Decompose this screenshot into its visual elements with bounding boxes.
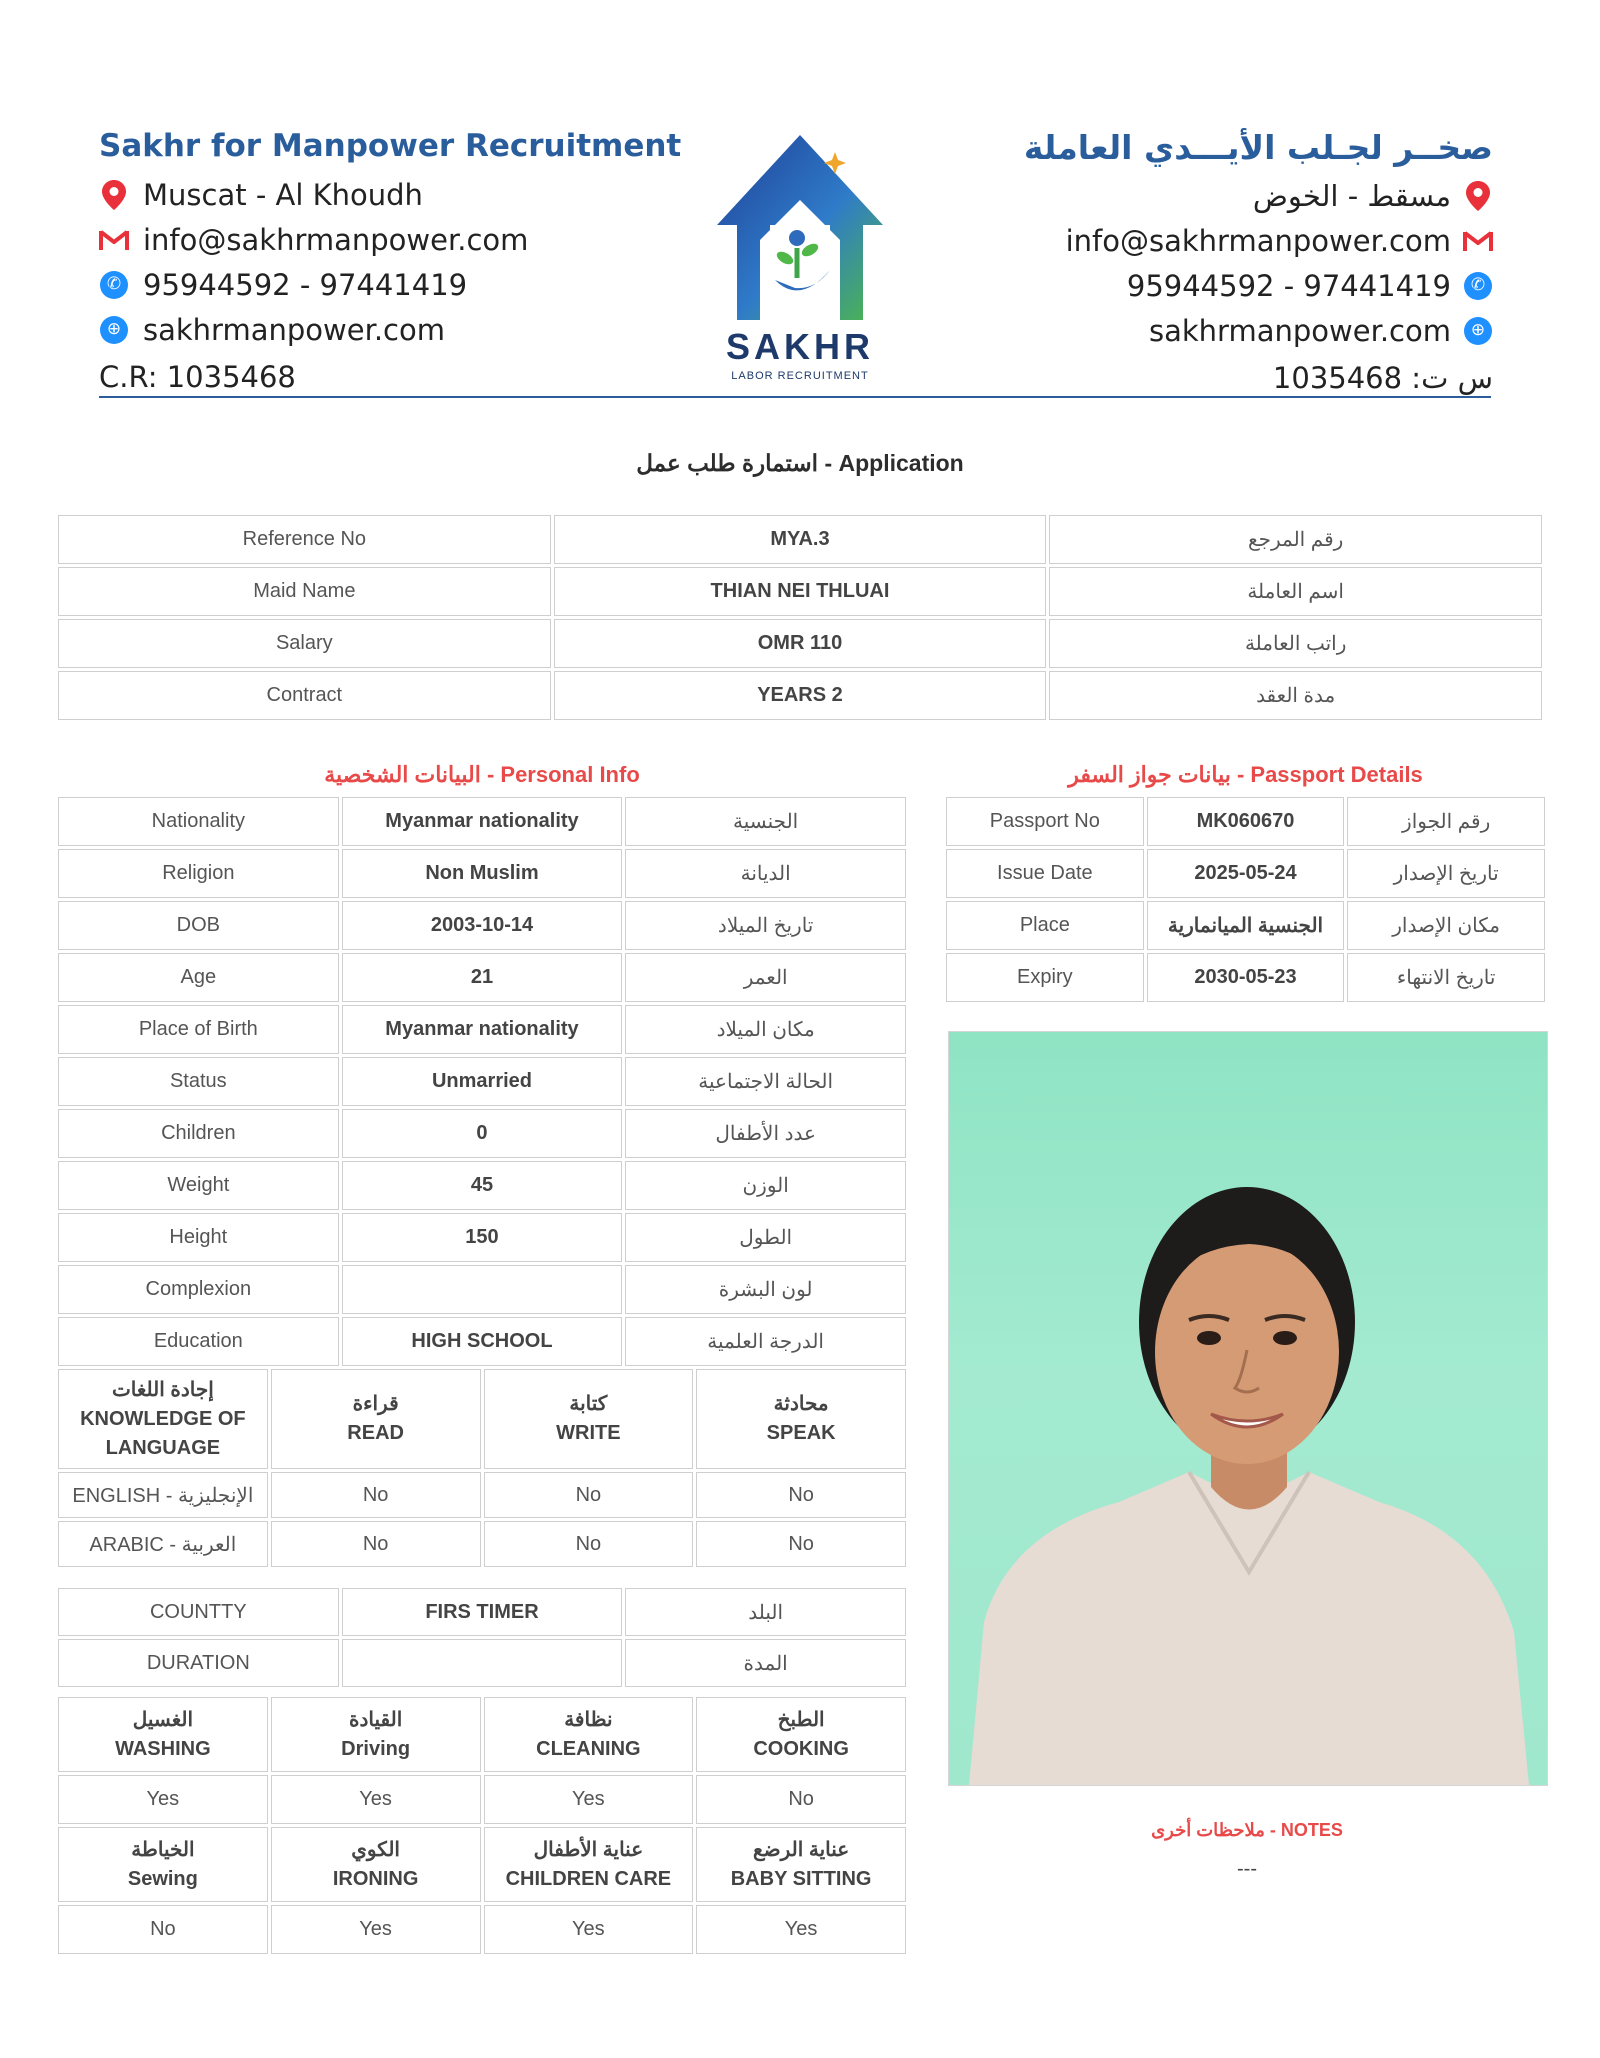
table-row xyxy=(58,953,906,1002)
applicant-photo xyxy=(948,1031,1548,1786)
skill-value: No xyxy=(696,1775,906,1824)
passport-label-en: Passport No xyxy=(946,797,1144,846)
header-en: READ xyxy=(347,1422,404,1444)
mail-icon xyxy=(1463,226,1493,256)
personal-label-en: Weight xyxy=(58,1161,339,1210)
passport-value: 2025-05-24 xyxy=(1147,849,1345,898)
personal-value: 45 xyxy=(342,1161,623,1210)
skill-ar: القيادة xyxy=(348,1708,403,1731)
table-row xyxy=(58,1213,906,1262)
passport-table xyxy=(943,794,1548,1005)
personal-value: Unmarried xyxy=(342,1057,623,1106)
website-en[interactable]: sakhrmanpower.com xyxy=(143,312,445,347)
location-pin-icon xyxy=(1463,181,1493,211)
summary-label-ar: اسم العاملة xyxy=(1049,567,1542,616)
skill-header xyxy=(484,1827,694,1902)
experience-label-en: COUNTTY xyxy=(58,1588,339,1636)
personal-value: 21 xyxy=(342,953,623,1002)
cr-number-en: C.R: 1035468 xyxy=(99,360,296,394)
phone-icon: ✆ xyxy=(1463,271,1493,301)
table-row xyxy=(58,1109,906,1158)
email-en[interactable]: info@sakhrmanpower.com xyxy=(143,222,529,257)
table-row xyxy=(58,1317,906,1366)
skill-en: Sewing xyxy=(127,1867,198,1890)
skill-ar: عناية الرضع xyxy=(753,1838,850,1861)
personal-label-ar: لون البشرة xyxy=(625,1265,906,1314)
table-row xyxy=(58,849,906,898)
table-row xyxy=(58,1521,906,1567)
skill-ar: عناية الأطفال xyxy=(533,1838,644,1861)
personal-label-en: Place of Birth xyxy=(58,1005,339,1054)
skill-ar: الطبخ xyxy=(777,1708,825,1731)
header-en: WRITE xyxy=(556,1422,621,1444)
header-arabic xyxy=(973,128,1493,399)
summary-table xyxy=(55,512,1545,723)
passport-label-ar: تاريخ الإصدار xyxy=(1347,849,1545,898)
language-table xyxy=(55,1366,909,1570)
logo-wordmark: SAKHR xyxy=(725,326,874,367)
skill-value: Yes xyxy=(484,1775,694,1824)
table-row xyxy=(58,1639,906,1687)
page-title: استمارة طلب عمل - Application xyxy=(636,450,964,476)
skill-header xyxy=(271,1697,481,1772)
personal-label-ar: الوزن xyxy=(625,1161,906,1210)
experience-label-en: DURATION xyxy=(58,1639,339,1687)
globe-icon: ⊕ xyxy=(99,315,129,345)
personal-label-en: Religion xyxy=(58,849,339,898)
summary-value: OMR 110 xyxy=(554,619,1047,668)
skill-value: Yes xyxy=(484,1905,694,1954)
experience-table xyxy=(55,1585,909,1690)
table-row xyxy=(58,1472,906,1518)
header-ar: كتابة xyxy=(569,1393,608,1415)
header-ar: إجادة اللغات xyxy=(111,1378,214,1401)
language-read: No xyxy=(271,1472,481,1518)
language-speak: No xyxy=(696,1521,906,1567)
globe-icon: ⊕ xyxy=(1463,316,1493,346)
table-row xyxy=(58,515,1542,564)
personal-label-en: Age xyxy=(58,953,339,1002)
phone-line-ar xyxy=(973,263,1493,308)
passport-value: 2030-05-23 xyxy=(1147,953,1345,1002)
skill-ar: الخياطة xyxy=(131,1838,195,1861)
email-line-en xyxy=(99,217,619,262)
phone-en[interactable]: 95944592 - 97441419 xyxy=(143,267,468,302)
table-row xyxy=(58,1057,906,1106)
table-row xyxy=(58,671,1542,720)
summary-value: YEARS 2 xyxy=(554,671,1047,720)
experience-value: FIRS TIMER xyxy=(342,1588,623,1636)
summary-label-ar: رقم المرجع xyxy=(1049,515,1542,564)
personal-label-en: Education xyxy=(58,1317,339,1366)
personal-value: HIGH SCHOOL xyxy=(342,1317,623,1366)
personal-value: 2003-10-14 xyxy=(342,901,623,950)
table-row xyxy=(58,619,1542,668)
personal-info-title: البيانات الشخصية - Personal Info xyxy=(324,762,640,787)
skill-en: CHILDREN CARE xyxy=(505,1867,672,1890)
personal-label-ar: الديانة xyxy=(625,849,906,898)
personal-label-en: Height xyxy=(58,1213,339,1262)
header-en: SPEAK xyxy=(766,1422,836,1444)
experience-label-ar: المدة xyxy=(625,1639,906,1687)
company-name-en: Sakhr for Manpower Recruitment xyxy=(99,128,682,164)
cr-number-ar: س ت: 1035468 xyxy=(1272,361,1493,395)
notes-title: ملاحظات أخرى - NOTES xyxy=(1151,1820,1343,1840)
email-ar[interactable]: info@sakhrmanpower.com xyxy=(1065,223,1451,258)
passport-label-ar: رقم الجواز xyxy=(1347,797,1545,846)
table-row xyxy=(946,953,1545,1002)
summary-label-ar: مدة العقد xyxy=(1049,671,1542,720)
header-divider xyxy=(99,396,1491,398)
header-english xyxy=(99,128,682,398)
address-line-en xyxy=(99,172,619,217)
language-header xyxy=(484,1369,694,1469)
summary-value: THIAN NEI THLUAI xyxy=(554,567,1047,616)
skill-header xyxy=(696,1697,906,1772)
address-ar: مسقط - الخوض xyxy=(1252,178,1451,213)
personal-label-en: Complexion xyxy=(58,1265,339,1314)
personal-value: Myanmar nationality xyxy=(342,1005,623,1054)
table-header-row xyxy=(58,1697,906,1772)
experience-label-ar: البلد xyxy=(625,1588,906,1636)
phone-line-en xyxy=(99,262,619,307)
personal-label-ar: الحالة الاجتماعية xyxy=(625,1057,906,1106)
skill-value: Yes xyxy=(696,1905,906,1954)
language-header xyxy=(696,1369,906,1469)
passport-value: MK060670 xyxy=(1147,797,1345,846)
table-row xyxy=(58,797,906,846)
applicant-portrait-illustration xyxy=(949,1032,1547,1785)
language-header xyxy=(271,1369,481,1469)
skill-value: Yes xyxy=(58,1775,268,1824)
summary-label-en: Salary xyxy=(58,619,551,668)
passport-label-ar: مكان الإصدار xyxy=(1347,901,1545,950)
language-read: No xyxy=(271,1521,481,1567)
notes-value: --- xyxy=(1237,1858,1257,1880)
table-row xyxy=(946,849,1545,898)
table-row xyxy=(58,1161,906,1210)
language-write: No xyxy=(484,1521,694,1567)
table-row xyxy=(58,1775,906,1824)
skill-value: No xyxy=(58,1905,268,1954)
skill-ar: الكوي xyxy=(351,1838,400,1861)
language-header xyxy=(58,1369,268,1469)
personal-value xyxy=(342,1265,623,1314)
skill-en: CLEANING xyxy=(536,1737,641,1760)
table-row xyxy=(58,1265,906,1314)
header-en: KNOWLEDGE OF LANGUAGE xyxy=(80,1407,246,1459)
personal-value: Non Muslim xyxy=(342,849,623,898)
summary-label-ar: راتب العاملة xyxy=(1049,619,1542,668)
website-ar[interactable]: sakhrmanpower.com xyxy=(1149,313,1451,348)
personal-label-en: Nationality xyxy=(58,797,339,846)
company-name-ar: صخــر لجـلب الأيـــدي العاملة xyxy=(1023,128,1493,167)
company-logo xyxy=(715,130,885,390)
website-line-en xyxy=(99,307,619,352)
address-en: Muscat - Al Khoudh xyxy=(143,177,423,212)
passport-label-en: Place xyxy=(946,901,1144,950)
table-row xyxy=(58,901,906,950)
language-label: ENGLISH - الإنجليزية xyxy=(58,1472,268,1518)
table-row xyxy=(946,901,1545,950)
skill-value: Yes xyxy=(271,1775,481,1824)
personal-info-table xyxy=(55,794,909,1369)
language-label: ARABIC - العربية xyxy=(58,1521,268,1567)
table-row xyxy=(58,1588,906,1636)
skill-header xyxy=(58,1697,268,1772)
skill-header xyxy=(696,1827,906,1902)
location-pin-icon xyxy=(99,180,129,210)
summary-value: MYA.3 xyxy=(554,515,1047,564)
summary-label-en: Contract xyxy=(58,671,551,720)
language-speak: No xyxy=(696,1472,906,1518)
passport-details-title: بيانات جواز السفر - Passport Details xyxy=(1068,762,1423,787)
phone-icon: ✆ xyxy=(99,270,129,300)
logo-subtitle: LABOR RECRUITMENT xyxy=(731,370,869,382)
skill-en: Driving xyxy=(341,1737,411,1760)
skill-ar: نظافة xyxy=(564,1708,613,1731)
mail-icon xyxy=(99,225,129,255)
table-row xyxy=(58,1005,906,1054)
passport-value: الجنسية الميانمارية xyxy=(1147,901,1345,950)
skill-header xyxy=(58,1827,268,1902)
table-row xyxy=(58,567,1542,616)
personal-label-ar: مكان الميلاد xyxy=(625,1005,906,1054)
personal-label-ar: الطول xyxy=(625,1213,906,1262)
table-row xyxy=(58,1905,906,1954)
table-header-row xyxy=(58,1827,906,1902)
house-logo-icon xyxy=(715,130,885,330)
header-ar: قراءة xyxy=(352,1393,399,1415)
personal-label-ar: الدرجة العلمية xyxy=(625,1317,906,1366)
language-write: No xyxy=(484,1472,694,1518)
experience-value xyxy=(342,1639,623,1687)
skill-header xyxy=(484,1697,694,1772)
personal-value: 0 xyxy=(342,1109,623,1158)
passport-label-en: Expiry xyxy=(946,953,1144,1002)
personal-label-en: DOB xyxy=(58,901,339,950)
passport-label-ar: تاريخ الانتهاء xyxy=(1347,953,1545,1002)
skill-en: IRONING xyxy=(332,1867,419,1890)
passport-label-en: Issue Date xyxy=(946,849,1144,898)
personal-label-en: Status xyxy=(58,1057,339,1106)
personal-label-ar: العمر xyxy=(625,953,906,1002)
skill-value: Yes xyxy=(271,1905,481,1954)
table-header-row xyxy=(58,1369,906,1469)
skill-header xyxy=(271,1827,481,1902)
summary-label-en: Reference No xyxy=(58,515,551,564)
skill-en: BABY SITTING xyxy=(730,1867,872,1890)
personal-label-ar: الجنسية xyxy=(625,797,906,846)
skill-en: WASHING xyxy=(115,1737,211,1760)
skills-table xyxy=(55,1694,909,1957)
personal-value: Myanmar nationality xyxy=(342,797,623,846)
personal-label-en: Children xyxy=(58,1109,339,1158)
skill-en: COOKING xyxy=(753,1737,849,1760)
skill-ar: الغسيل xyxy=(132,1708,194,1731)
header-ar: محادثة xyxy=(773,1393,829,1415)
address-line-ar xyxy=(973,173,1493,218)
email-line-ar xyxy=(973,218,1493,263)
summary-label-en: Maid Name xyxy=(58,567,551,616)
personal-label-ar: عدد الأطفال xyxy=(625,1109,906,1158)
personal-value: 150 xyxy=(342,1213,623,1262)
table-row xyxy=(946,797,1545,846)
website-line-ar xyxy=(973,308,1493,353)
phone-ar[interactable]: 95944592 - 97441419 xyxy=(1126,268,1451,303)
personal-label-ar: تاريخ الميلاد xyxy=(625,901,906,950)
